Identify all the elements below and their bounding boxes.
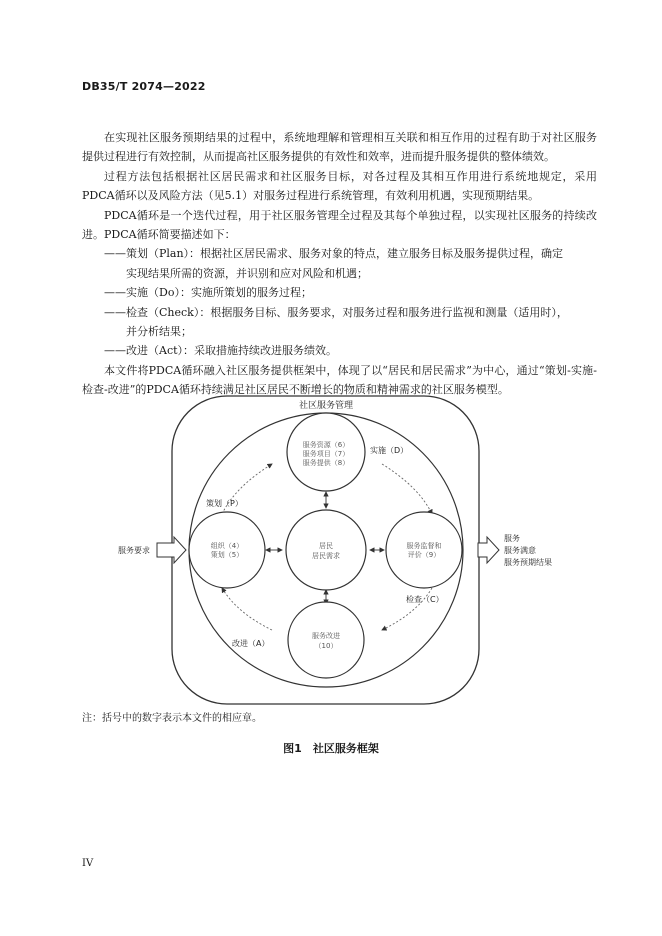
paragraph-final: 本文件将PDCA循环融入社区服务提供框架中，体现了以“居民和居民需求”为中心，通过“策划-实施-检查-改进”的PDCA循环持续满足社区居民不断增长的物质和精神需求的社区服务模型。: [82, 363, 597, 397]
body-text: [82, 128, 597, 400]
pdca-plan-item-cont: 实现结果所需的资源，并识别和应对风险和机遇；: [126, 266, 368, 280]
input-label: 服务要求: [118, 546, 150, 555]
left-circle-line-2: 策划（5）: [210, 551, 244, 559]
pdca-plan-item: ——策划（Plan）：根据社区居民需求、服务对象的特点，建立服务目标及服务提供过程，确定: [104, 247, 564, 261]
paragraph-2: 过程方法包括根据社区居民需求和社区服务目标，对各过程及其相互作用进行系统地规定，采用PDCA循环以及风险方法（见5.1）对服务过程进行系统管理，有效利用机遇，实现预期结果。: [82, 169, 597, 203]
circle-center: [286, 510, 366, 590]
right-circle-line-1: 服务监督和: [406, 542, 442, 550]
circle-bottom: [288, 602, 364, 678]
top-circle-line-2: 服务项目（7）: [302, 450, 350, 458]
center-circle-line-1: 居民: [319, 542, 333, 550]
output-label-2: 服务满意: [504, 546, 536, 555]
label-plan: 策划（P）: [206, 499, 243, 508]
output-label-1: 服务: [504, 534, 520, 543]
circle-left: [189, 512, 265, 588]
label-do: 实施（D）: [370, 446, 409, 455]
pdca-do-item: ——实施（Do）：实施所策划的服务过程；: [104, 286, 312, 300]
figure-note: 注：括号中的数字表示本文件的相应章。: [82, 713, 262, 724]
paragraph-1: 在实现社区服务预期结果的过程中，系统地理解和管理相互关联和相互作用的过程有助于对社区服务提供过程进行有效控制，从而提高社区服务提供的有效性和效率，进而提升服务提供的整体绩效。: [82, 131, 597, 164]
center-circle-line-2: 居民需求: [312, 552, 340, 560]
bottom-circle-line-1: 服务改进: [312, 632, 340, 640]
top-circle-line-1: 服务资源（6）: [302, 441, 350, 449]
label-act: 改进（A）: [232, 639, 270, 648]
circle-right: [386, 512, 462, 588]
frame-title: 社区服务管理: [298, 401, 354, 411]
pdca-check-item-cont: 并分析结果；: [126, 325, 192, 339]
page-number: IV: [82, 858, 94, 869]
left-circle-line-1: 组织（4）: [210, 542, 244, 550]
output-arrow: [478, 537, 499, 563]
paragraph-3: PDCA循环是一个迭代过程，用于社区服务管理全过程及其每个单独过程，以实现社区服务的持续改进。PDCA循环简要描述如下：: [82, 208, 597, 242]
figure-caption: 图1 社区服务框架: [283, 742, 379, 755]
arc-act: [222, 588, 272, 630]
label-check: 检查（C）: [406, 595, 444, 604]
right-circle-line-2: 评价（9）: [407, 551, 441, 559]
document-code: DB35/T 2074—2022: [82, 80, 206, 93]
top-circle-line-3: 服务提供（8）: [302, 459, 350, 467]
pdca-act-item: ——改进（Act）：采取措施持续改进服务绩效。: [104, 344, 338, 358]
pdca-check-item: ——检查（Check）：根据服务目标、服务要求，对服务过程和服务进行监视和测量（适用时），: [104, 305, 568, 319]
arc-do: [382, 464, 432, 514]
service-framework-figure: [82, 392, 582, 712]
output-label-3: 服务预期结果: [504, 558, 552, 567]
bottom-circle-line-2: （10）: [314, 642, 338, 650]
